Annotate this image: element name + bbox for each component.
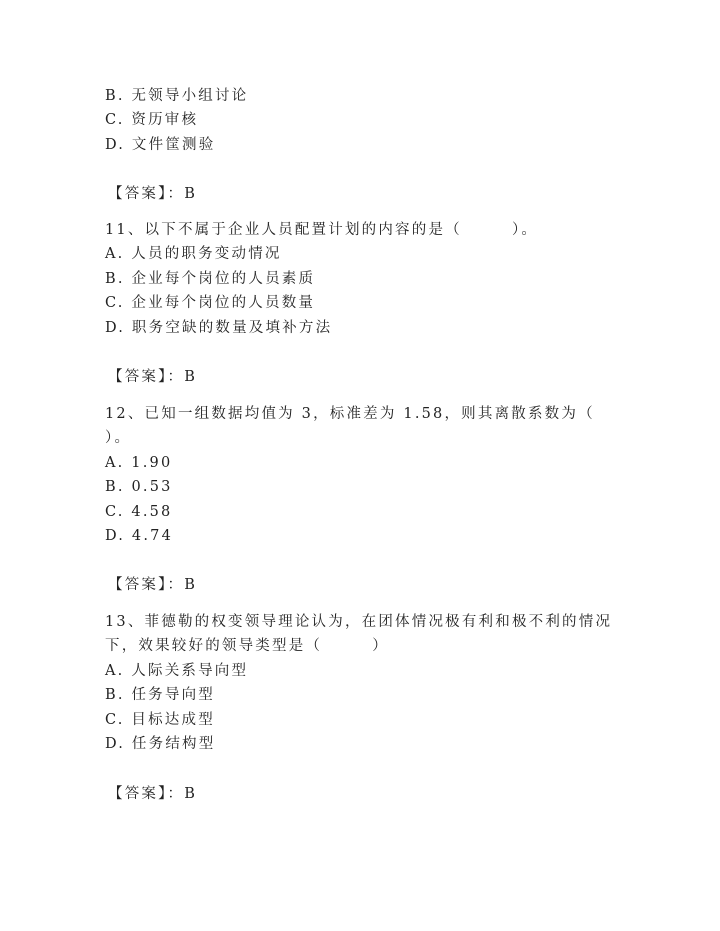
answer-line: 【答案】：B — [108, 369, 198, 385]
option-c: C. 企业每个岗位的人员数量 — [105, 295, 316, 311]
option-d: D. 文件筐测验 — [105, 137, 216, 153]
option-a: A. 人际关系导向型 — [105, 663, 249, 679]
option-b: B. 企业每个岗位的人员素质 — [105, 271, 316, 287]
question-text-line-2: ）。 — [105, 430, 132, 446]
option-c: C. 目标达成型 — [105, 712, 215, 728]
option-b: B. 0.53 — [105, 479, 173, 495]
option-a: A. 1.90 — [105, 455, 173, 471]
option-a: A. 人员的职务变动情况 — [105, 246, 282, 262]
option-c: C. 4.58 — [105, 504, 173, 520]
option-d: D. 任务结构型 — [105, 736, 216, 752]
question-text-line-2: 下，效果较好的领导类型是（ ） — [105, 638, 389, 654]
answer-line: 【答案】：B — [108, 786, 198, 802]
answer-line: 【答案】：B — [108, 186, 198, 202]
option-d: D. 4.74 — [105, 528, 174, 544]
option-b: B. 任务导向型 — [105, 687, 215, 703]
question-text-line-1: 12、已知一组数据均值为 3，标准差为 1.58，则其离散系数为（ — [105, 406, 595, 422]
question-text: 11、以下不属于企业人员配置计划的内容的是（ ）。 — [105, 222, 539, 238]
option-b: B. 无领导小组讨论 — [105, 88, 249, 104]
option-d: D. 职务空缺的数量及填补方法 — [105, 320, 333, 336]
option-c: C. 资历审核 — [105, 112, 199, 128]
question-text-line-1: 13、菲德勒的权变领导理论认为，在团体情况极有利和极不利的情况 — [105, 614, 613, 630]
answer-line: 【答案】：B — [108, 577, 198, 593]
